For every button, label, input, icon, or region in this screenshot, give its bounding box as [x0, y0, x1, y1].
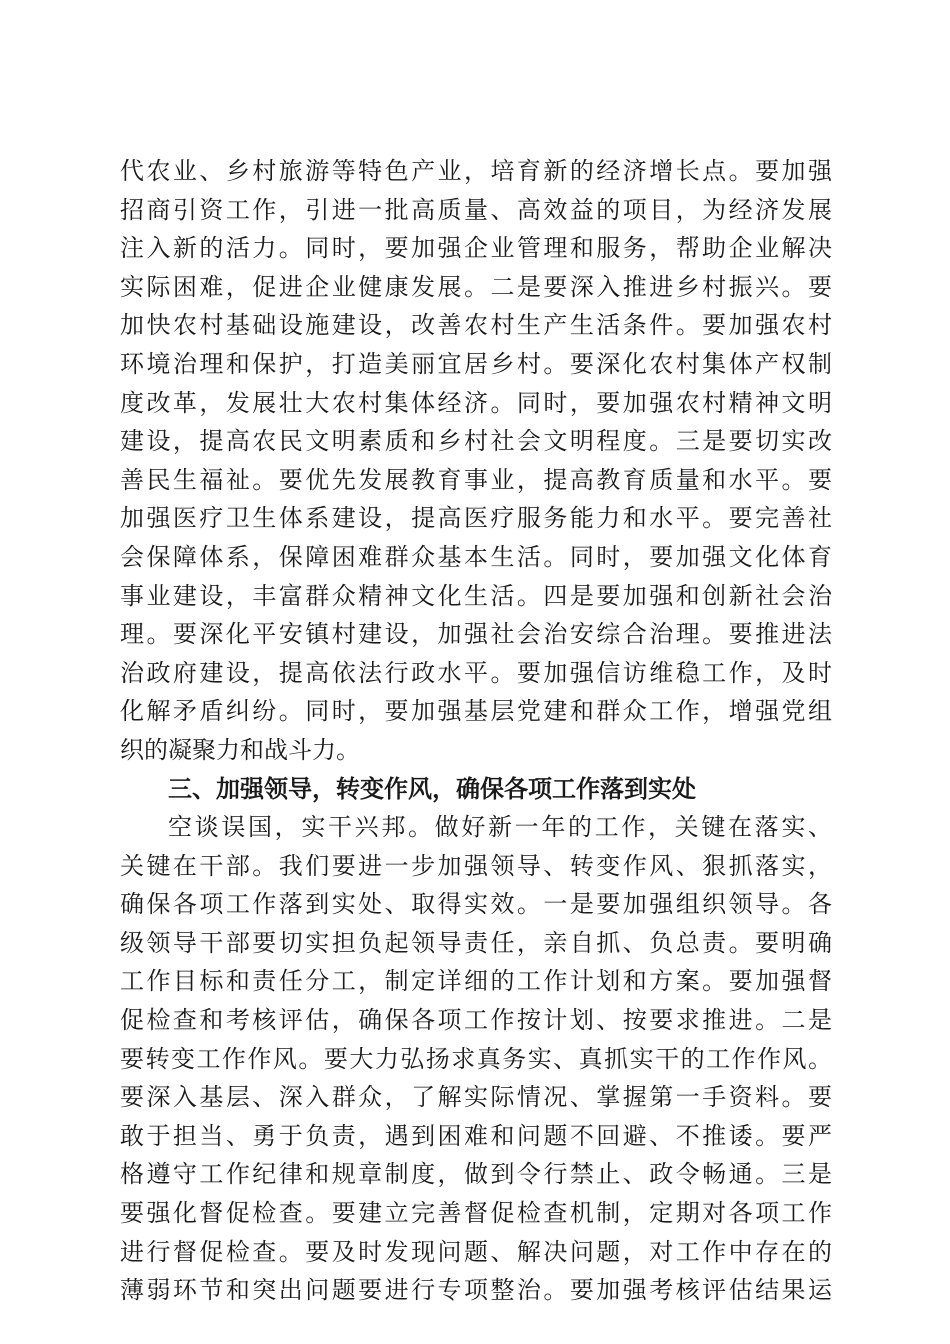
paragraph-line: 确保各项工作落到实处、取得实效。一是要加强组织领导。各 [120, 890, 832, 919]
paragraph-line: 工作目标和责任分工，制定详细的工作计划和方案。要加强督 [120, 967, 832, 996]
paragraph-line: 注入新的活力。同时，要加强企业管理和服务，帮助企业解决 [120, 234, 832, 263]
paragraph-line: 理。要深化平安镇村建设，加强社会治安综合治理。要推进法 [120, 620, 832, 649]
paragraph-line: 促检查和考核评估，确保各项工作按计划、按要求推进。二是 [120, 1006, 832, 1035]
paragraph-line: 化解矛盾纠纷。同时，要加强基层党建和群众工作，增强党组 [120, 697, 832, 726]
paragraph-line: 加强医疗卫生体系建设，提高医疗服务能力和水平。要完善社 [120, 504, 832, 533]
document-body [120, 152, 832, 1310]
paragraph-line: 会保障体系，保障困难群众基本生活。同时，要加强文化体育 [120, 542, 832, 571]
paragraph-line: 格遵守工作纪律和规章制度，做到令行禁止、政令畅通。三是 [120, 1160, 832, 1189]
paragraph-line: 招商引资工作，引进一批高质量、高效益的项目，为经济发展 [120, 195, 832, 224]
paragraph-line: 织的凝聚力和战斗力。 [120, 735, 360, 764]
paragraph-line: 要转变工作作风。要大力弘扬求真务实、真抓实干的工作作风。 [120, 1044, 832, 1073]
paragraph-line: 薄弱环节和突出问题要进行专项整治。要加强考核评估结果运 [120, 1276, 832, 1305]
paragraph-line: 环境治理和保护，打造美丽宜居乡村。要深化农村集体产权制 [120, 349, 832, 378]
paragraph-line: 要强化督促检查。要建立完善督促检查机制，定期对各项工作 [120, 1199, 832, 1228]
paragraph-line: 实际困难，促进企业健康发展。二是要深入推进乡村振兴。要 [120, 272, 832, 301]
paragraph-line: 进行督促检查。要及时发现问题、解决问题，对工作中存在的 [120, 1237, 832, 1266]
paragraph-line: 关键在干部。我们要进一步加强领导、转变作风、狠抓落实， [120, 851, 832, 880]
paragraph-line: 建设，提高农民文明素质和乡村社会文明程度。三是要切实改 [120, 427, 832, 456]
paragraph-line: 加快农村基础设施建设，改善农村生产生活条件。要加强农村 [120, 311, 832, 340]
paragraph-line: 敢于担当、勇于负责，遇到困难和问题不回避、不推诿。要严 [120, 1121, 832, 1150]
paragraph-line: 级领导干部要切实担负起领导责任，亲自抓、负总责。要明确 [120, 928, 832, 957]
section-heading: 三、加强领导，转变作风，确保各项工作落到实处 [168, 774, 696, 803]
paragraph-line: 善民生福祉。要优先发展教育事业，提高教育质量和水平。要 [120, 465, 832, 494]
paragraph-line: 要深入基层、深入群众，了解实际情况、掌握第一手资料。要 [120, 1083, 832, 1112]
paragraph-line: 空谈误国，实干兴邦。做好新一年的工作，关键在落实、 [168, 813, 832, 842]
paragraph-line: 度改革，发展壮大农村集体经济。同时，要加强农村精神文明 [120, 388, 832, 417]
paragraph-line: 治政府建设，提高依法行政水平。要加强信访维稳工作，及时 [120, 658, 832, 687]
paragraph-line: 代农业、乡村旅游等特色产业，培育新的经济增长点。要加强 [120, 157, 832, 185]
paragraph-line: 事业建设，丰富群众精神文化生活。四是要加强和创新社会治 [120, 581, 832, 610]
